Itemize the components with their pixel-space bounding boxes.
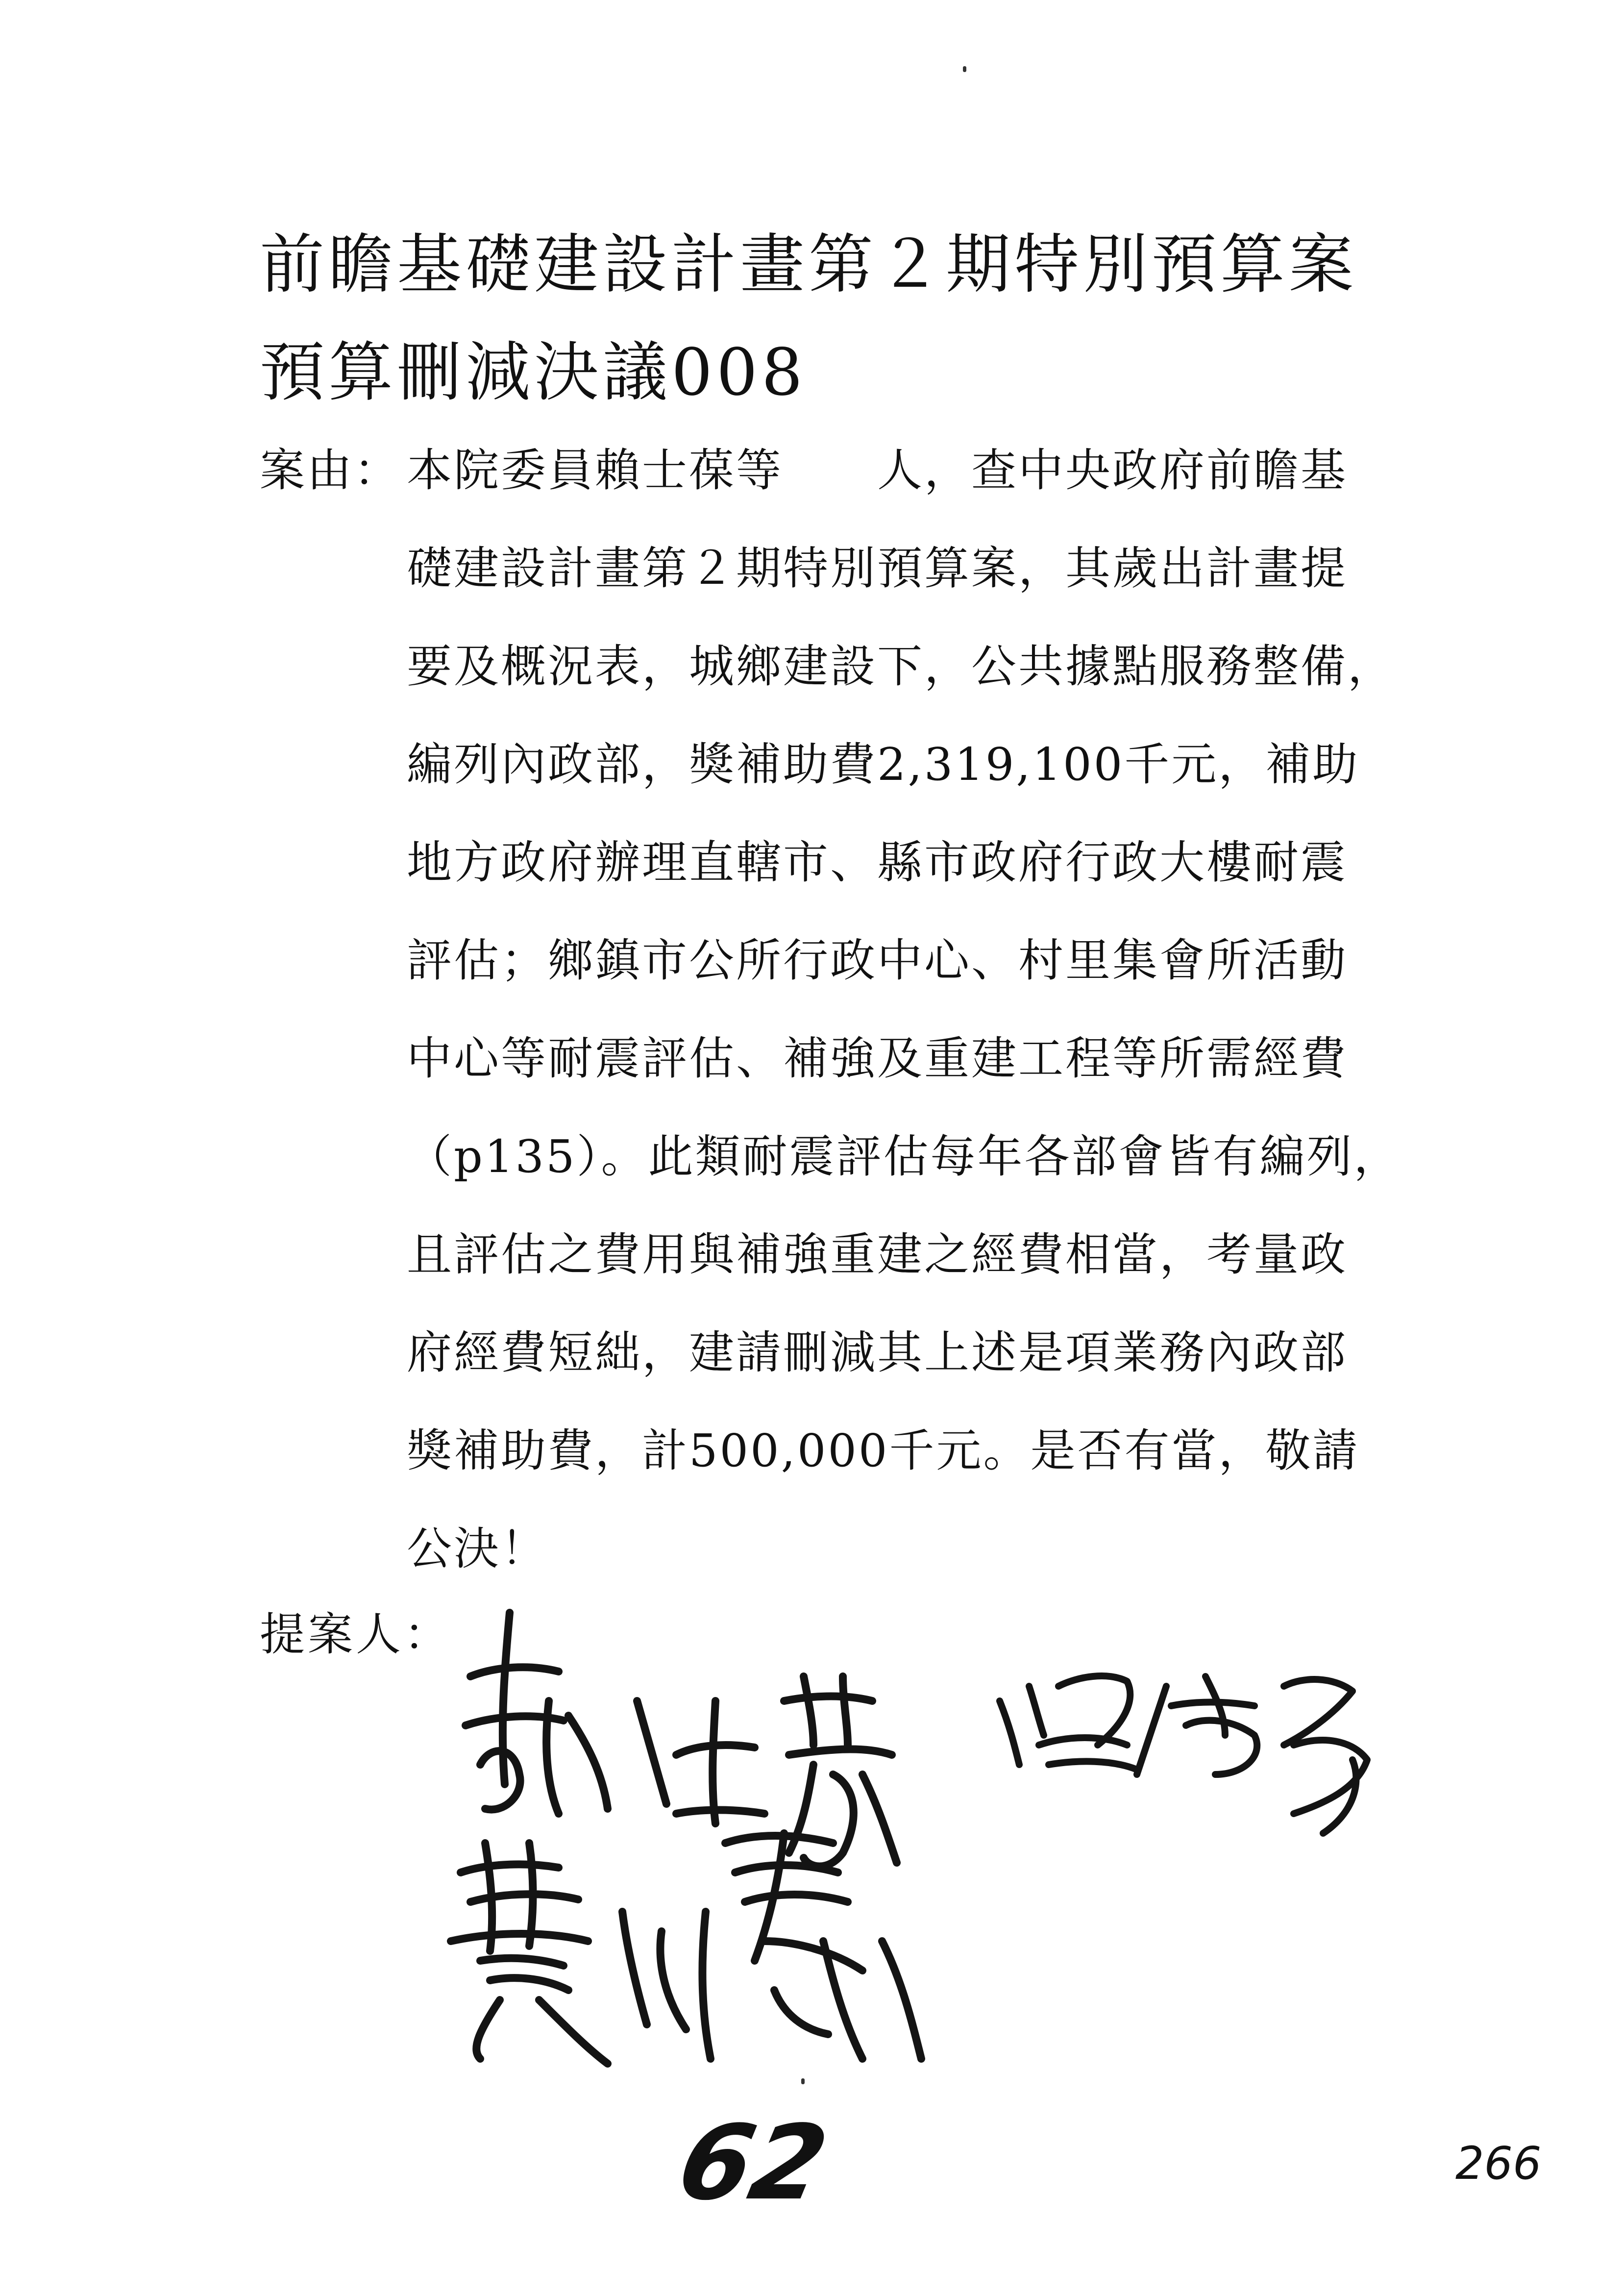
reason-body <box>407 422 1416 1598</box>
signature-fei-hung-tai <box>451 1833 921 2064</box>
title-line-1: 前瞻基礎建設計畫第２期特別預算案 <box>260 227 1357 302</box>
reason-line: 獎補助費，計500,000千元。是否有當，敬請 <box>407 1424 1360 1477</box>
reason-line: 府經費短絀，建請刪減其上述是項業務內政部 <box>407 1326 1348 1379</box>
reason-line: 評估；鄉鎮市公所行政中心、村里集會所活動 <box>407 934 1348 987</box>
reason-line: （p135）。此類耐震評估每年各部會皆有編列， <box>407 1130 1401 1183</box>
signature-tseng-ming-chung <box>1000 1676 1367 1833</box>
title-line-2: 預算刪減決議008 <box>260 335 807 410</box>
reason-line: 要及概況表，城鄉建設下，公共據點服務整備， <box>407 640 1395 693</box>
scan-speck <box>801 2078 805 2084</box>
reason-line: 且評估之費用與補強重建之經費相當，考量政 <box>407 1228 1348 1281</box>
corner-page-number: 266 <box>1455 2137 1542 2190</box>
reason-line: 礎建設計畫第２期特別預算案，其歲出計畫提 <box>407 542 1348 595</box>
reason-label: 案由： <box>260 444 401 497</box>
reason-line: 中心等耐震評估、補強及重建工程等所需經費 <box>407 1032 1348 1085</box>
scan-speck <box>963 66 966 72</box>
proposer-label: 提案人： <box>260 1608 452 1661</box>
signature-lai-shih-bao <box>466 1613 897 1867</box>
reason-line: 地方政府辦理直轄市、縣市政府行政大樓耐震 <box>407 836 1348 889</box>
handwritten-page-number: 62 <box>668 2103 837 2223</box>
reason-line: 本院委員賴士葆等 人，查中央政府前瞻基 <box>407 444 1348 497</box>
reason-line: 公決！ <box>407 1522 548 1575</box>
document-title <box>260 211 1426 426</box>
reason-line: 編列內政部，獎補助費2,319,100千元，補助 <box>407 738 1360 791</box>
